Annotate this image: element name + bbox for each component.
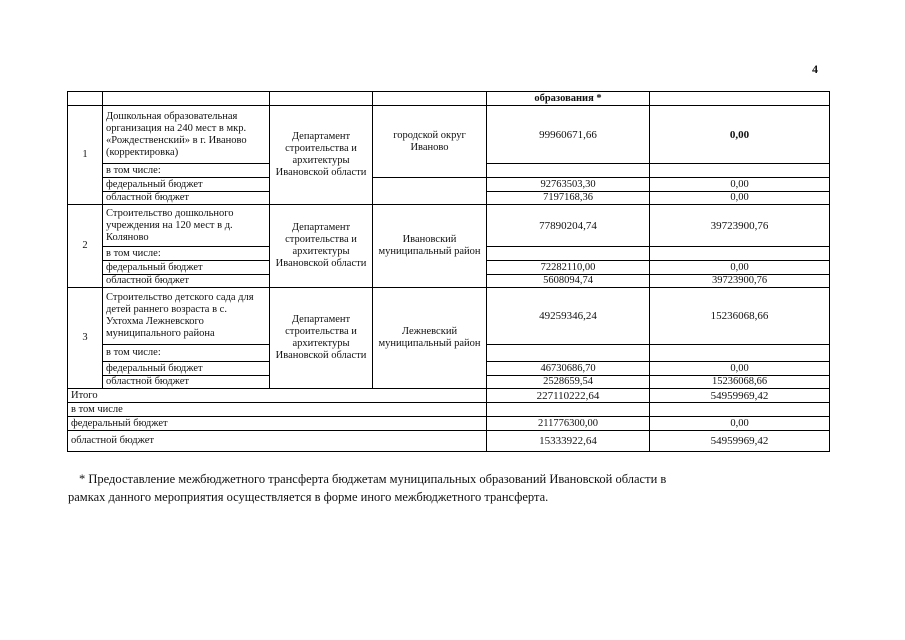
itogo-label: Итого (68, 389, 487, 403)
municipality-cell: Лежневский муниципальный район (373, 288, 487, 389)
object-name: Строительство детского сада для детей раннего возраста в с. Ухтохма Лежневского муниципального района (103, 288, 270, 345)
itogo-amount-2: 54959969,42 (650, 389, 830, 403)
totals-row (68, 417, 830, 431)
footnote-line-2: рамках данного мероприятия осуществляется в форме иного межбюджетного трансферта. (68, 490, 549, 504)
totals-federal-label: федеральный бюджет (68, 417, 487, 431)
municipality-cell: городской округ Иваново (373, 106, 487, 178)
department-cell: Департамент строительства и архитектуры Ивановской области (270, 106, 373, 205)
empty-cell (487, 247, 650, 261)
federal-label: федеральный бюджет (103, 362, 270, 376)
federal-amount-1: 46730686,70 (487, 362, 650, 376)
federal-amount-2: 0,00 (650, 362, 830, 376)
regional-amount-2: 15236068,66 (650, 376, 830, 389)
empty-cell (650, 247, 830, 261)
federal-label: федеральный бюджет (103, 178, 270, 192)
row-number: 3 (68, 288, 103, 389)
regional-label: областной бюджет (103, 192, 270, 205)
empty-cell (650, 345, 830, 362)
footnote (68, 470, 826, 506)
total-amount-2: 39723900,76 (650, 205, 830, 247)
empty-cell (487, 345, 650, 362)
footnote-line-1: * Предоставление межбюджетного трансферта бюджетам муниципальных образований Ивановской области в (79, 472, 667, 486)
totals-regional-amount-1: 15333922,64 (487, 431, 650, 452)
table-row (68, 106, 830, 164)
total-amount-1: 77890204,74 (487, 205, 650, 247)
regional-label: областной бюджет (103, 275, 270, 288)
totals-federal-amount-1: 211776300,00 (487, 417, 650, 431)
header-amount-1: образования * (487, 92, 650, 106)
page-number: 4 (812, 62, 818, 76)
row-number: 2 (68, 205, 103, 288)
federal-amount-1: 72282110,00 (487, 261, 650, 275)
regional-amount-1: 5608094,74 (487, 275, 650, 288)
totals-v-tom-chisle-label: в том числе (68, 403, 487, 417)
header-cell-empty (103, 92, 270, 106)
empty-cell (373, 178, 487, 205)
object-name: Дошкольная образовательная организация на 240 мест в мкр. «Рождественский» в г. Иваново (корректировка) (103, 106, 270, 164)
table-row (68, 288, 830, 345)
v-tom-chisle-label: в том числе: (103, 345, 270, 362)
empty-cell (650, 164, 830, 178)
totals-row (68, 431, 830, 452)
federal-amount-2: 0,00 (650, 178, 830, 192)
totals-row (68, 389, 830, 403)
table-header-row (68, 92, 830, 106)
department-cell: Департамент строительства и архитектуры Ивановской области (270, 205, 373, 288)
empty-cell (650, 403, 830, 417)
regional-amount-1: 2528659,54 (487, 376, 650, 389)
header-amount-2 (650, 92, 830, 106)
totals-regional-amount-2: 54959969,42 (650, 431, 830, 452)
empty-cell (487, 403, 650, 417)
row-number: 1 (68, 106, 103, 205)
total-amount-2: 15236068,66 (650, 288, 830, 345)
municipality-cell: Ивановский муниципальный район (373, 205, 487, 288)
total-amount-2: 0,00 (650, 106, 830, 164)
federal-amount-2: 0,00 (650, 261, 830, 275)
federal-amount-1: 92763503,30 (487, 178, 650, 192)
v-tom-chisle-label: в том числе: (103, 164, 270, 178)
v-tom-chisle-label: в том числе: (103, 247, 270, 261)
budget-table (67, 91, 830, 452)
regional-amount-1: 7197168,36 (487, 192, 650, 205)
empty-cell (487, 164, 650, 178)
header-cell-empty (373, 92, 487, 106)
totals-regional-label: областной бюджет (68, 431, 487, 452)
table-row (68, 178, 830, 192)
itogo-amount-1: 227110222,64 (487, 389, 650, 403)
table-row (68, 205, 830, 247)
total-amount-1: 99960671,66 (487, 106, 650, 164)
regional-label: областной бюджет (103, 376, 270, 389)
total-amount-1: 49259346,24 (487, 288, 650, 345)
totals-row (68, 403, 830, 417)
header-cell-empty (270, 92, 373, 106)
object-name: Строительство дошкольного учреждения на 120 мест в д. Коляново (103, 205, 270, 247)
regional-amount-2: 0,00 (650, 192, 830, 205)
regional-amount-2: 39723900,76 (650, 275, 830, 288)
department-cell: Департамент строительства и архитектуры Ивановской области (270, 288, 373, 389)
federal-label: федеральный бюджет (103, 261, 270, 275)
totals-federal-amount-2: 0,00 (650, 417, 830, 431)
header-cell-empty (68, 92, 103, 106)
